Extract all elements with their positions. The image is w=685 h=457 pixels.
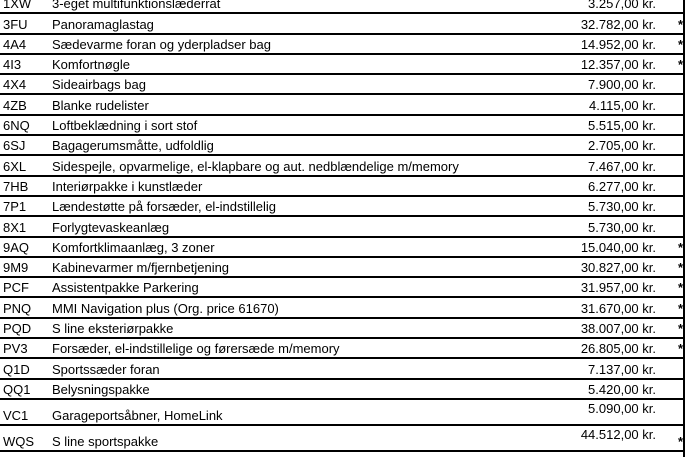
- table-row: [0, 136, 685, 156]
- option-price: 5.420,00 kr.: [588, 381, 656, 397]
- table-row: [0, 319, 685, 339]
- option-code: 9M9: [3, 260, 29, 276]
- option-code: WQS: [3, 433, 35, 449]
- asterisk-marker: *: [677, 300, 683, 316]
- asterisk-marker: *: [677, 280, 683, 296]
- option-description: Assistentpakke Parkering: [52, 280, 199, 296]
- option-code: PV3: [3, 341, 28, 357]
- table-row: [0, 75, 685, 95]
- option-description: 3-eget multifunktionslæderrat: [52, 0, 221, 12]
- option-description: Bagagerumsmåtte, udfoldlig: [52, 138, 214, 154]
- option-price: 5.090,00 kr.: [588, 400, 656, 416]
- option-price: 3.257,00 kr.: [588, 0, 656, 12]
- option-description: Sportssæder foran: [52, 361, 160, 377]
- option-price: 4.115,00 kr.: [589, 97, 656, 113]
- option-code: 3FU: [3, 16, 28, 32]
- option-description: Kabinevarmer m/fjernbetjening: [52, 260, 230, 276]
- option-code: PQD: [3, 321, 32, 337]
- option-code: 8X1: [3, 219, 27, 235]
- table-row: [0, 339, 685, 359]
- table-row: [0, 95, 685, 115]
- option-description: S line eksteriørpakke: [52, 321, 174, 337]
- option-price: 7.137,00 kr.: [588, 361, 656, 377]
- asterisk-marker: *: [677, 16, 683, 32]
- asterisk-marker: *: [677, 433, 683, 449]
- table-row: [0, 116, 685, 136]
- option-code: 1XW: [3, 0, 32, 12]
- option-code: QQ1: [3, 381, 31, 397]
- table-row: [0, 0, 685, 14]
- asterisk-marker: *: [677, 239, 683, 255]
- option-price: 31.670,00 kr.: [580, 300, 656, 316]
- option-code: 6NQ: [3, 118, 30, 134]
- option-price: 15.040,00 kr.: [580, 239, 656, 255]
- table-row: [0, 426, 685, 452]
- option-price: 26.805,00 kr.: [580, 341, 656, 357]
- option-code: 4I3: [3, 57, 22, 73]
- option-description: Sædevarme foran og yderpladser bag: [52, 36, 271, 52]
- option-description: Blanke rudelister: [52, 97, 149, 113]
- option-code: 9AQ: [3, 239, 30, 255]
- option-code: PCF: [3, 280, 29, 296]
- option-description: Komfortklimaanlæg, 3 zoner: [52, 239, 215, 255]
- option-price: 7.900,00 kr.: [588, 77, 656, 93]
- option-description: Forlygtevaskeanlæg: [52, 219, 170, 235]
- option-description: Sideairbags bag: [52, 77, 146, 93]
- table-row: [0, 55, 685, 75]
- option-code: 7HB: [3, 178, 29, 194]
- table-row: [0, 359, 685, 379]
- option-price: 44.512,00 kr.: [580, 426, 656, 442]
- asterisk-marker: *: [677, 321, 683, 337]
- option-code: 4A4: [3, 36, 27, 52]
- option-code: 6SJ: [3, 138, 26, 154]
- table-row: [0, 177, 685, 197]
- option-price: 7.467,00 kr.: [588, 158, 656, 174]
- table-row: [0, 217, 685, 237]
- table-row: [0, 278, 685, 298]
- option-code: 4ZB: [3, 97, 27, 113]
- table-row: [0, 35, 685, 55]
- option-code: 4X4: [3, 77, 27, 93]
- option-price: 5.515,00 kr.: [588, 118, 656, 134]
- option-code: 7P1: [3, 199, 27, 215]
- table-row: [0, 258, 685, 278]
- table-row: [0, 156, 685, 176]
- option-price: 31.957,00 kr.: [580, 280, 656, 296]
- option-description: Sidespejle, opvarmelige, el-klapbare og aut. nedblændelige m/memory: [52, 158, 459, 174]
- option-price: 38.007,00 kr.: [580, 321, 656, 337]
- asterisk-marker: *: [677, 341, 683, 357]
- option-price: 30.827,00 kr.: [580, 260, 656, 276]
- option-code: Q1D: [3, 361, 30, 377]
- option-description: MMI Navigation plus (Org. price 61670): [52, 300, 279, 316]
- table-row: [0, 380, 685, 400]
- table-row: [0, 400, 685, 426]
- table-row: [0, 238, 685, 258]
- option-price: 5.730,00 kr.: [588, 199, 656, 215]
- option-price: 5.730,00 kr.: [588, 219, 656, 235]
- option-code: PNQ: [3, 300, 32, 316]
- option-price: 14.952,00 kr.: [580, 36, 656, 52]
- option-price: 6.277,00 kr.: [588, 178, 656, 194]
- option-description: S line sportspakke: [52, 433, 159, 449]
- option-description: Belysningspakke: [52, 381, 150, 397]
- asterisk-marker: *: [677, 36, 683, 52]
- table-row: [0, 14, 685, 34]
- option-description: Garageportsåbner, HomeLink: [52, 407, 223, 423]
- option-price: 12.357,00 kr.: [580, 57, 656, 73]
- asterisk-marker: *: [677, 260, 683, 276]
- option-description: Interiørpakke i kunstlæder: [52, 178, 203, 194]
- option-price: 2.705,00 kr.: [588, 138, 656, 154]
- option-description: Forsæder, el-indstillelige og førersæde m/memory: [52, 341, 340, 357]
- table-row: [0, 298, 685, 318]
- option-description: Komfortnøgle: [52, 57, 131, 73]
- option-code: VC1: [3, 407, 29, 423]
- option-code: 6XL: [3, 158, 27, 174]
- option-price: 32.782,00 kr.: [580, 16, 656, 32]
- table-row: [0, 197, 685, 217]
- asterisk-marker: *: [677, 57, 683, 73]
- option-description: Panoramaglastag: [52, 16, 154, 32]
- option-description: Lændestøtte på forsæder, el-indstillelig: [52, 199, 277, 215]
- option-description: Loftbeklædning i sort stof: [52, 118, 198, 134]
